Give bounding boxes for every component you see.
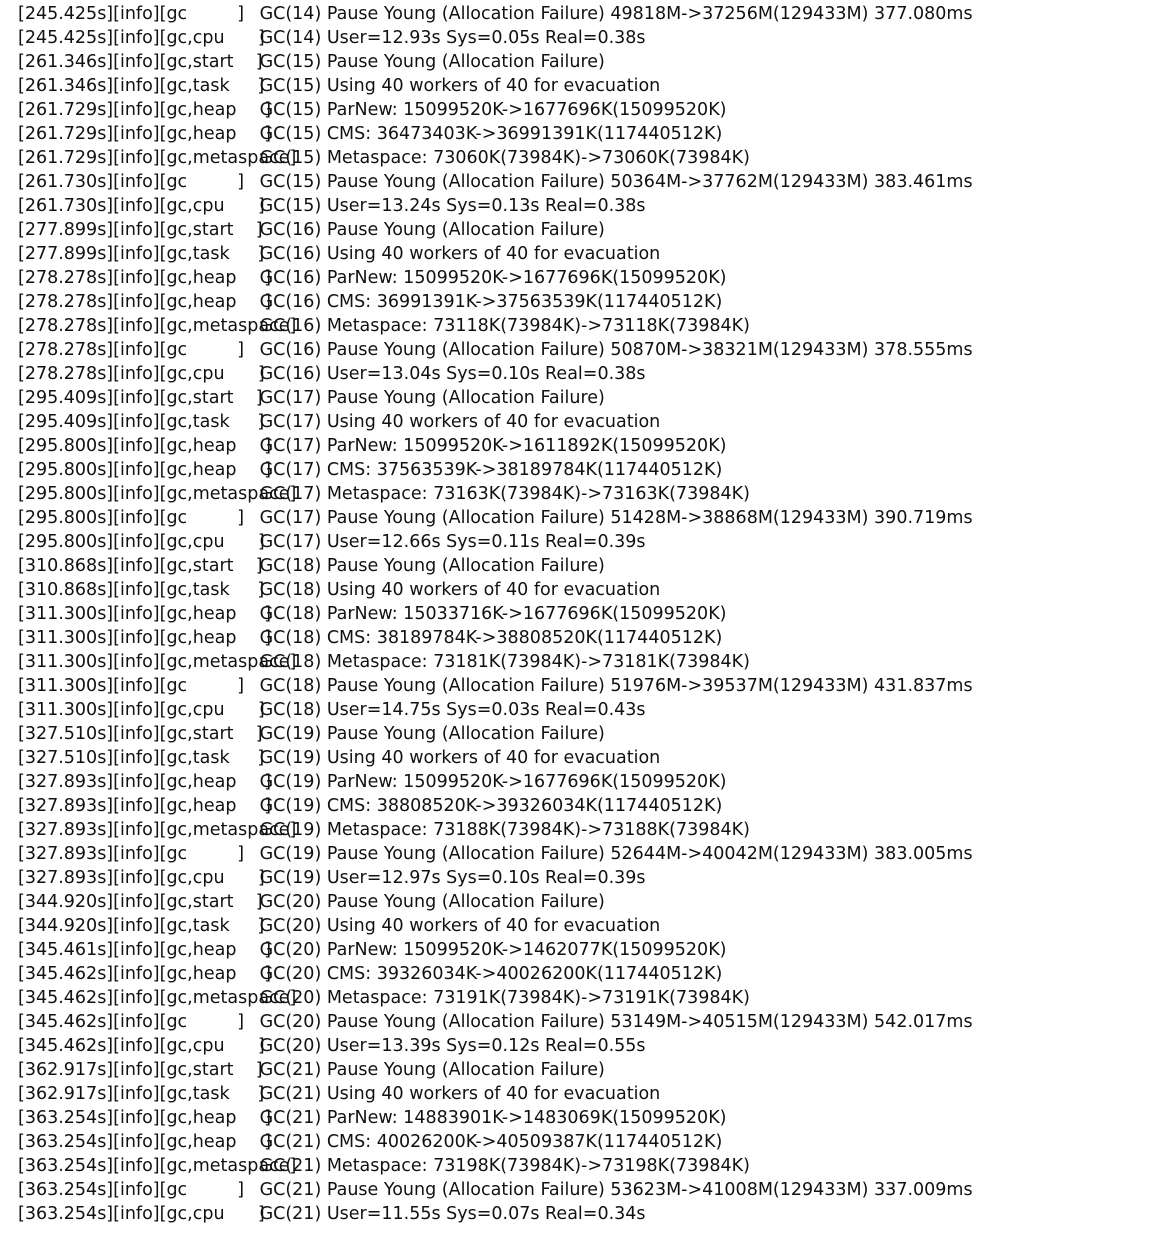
log-line-prefix: [310.868s][info][gc,start ]: [18, 556, 263, 576]
log-line: [18, 626, 1158, 650]
log-line-message: GC(17) CMS: 37563539K->38189784K(117440512K): [254, 460, 723, 480]
log-line-message: GC(21) Pause Young (Allocation Failure): [254, 1060, 605, 1080]
log-line-prefix: [245.425s][info][gc,cpu ]: [18, 28, 265, 48]
log-line: [18, 650, 1158, 674]
log-line-prefix: [311.300s][info][gc ]: [18, 676, 245, 696]
log-line: [18, 482, 1158, 506]
log-line-prefix: [363.254s][info][gc,heap ]: [18, 1132, 272, 1152]
log-line-prefix: [278.278s][info][gc,metaspace]: [18, 316, 297, 336]
log-line-message: GC(21) Pause Young (Allocation Failure) 53623M->41008M(129433M) 337.009ms: [254, 1180, 973, 1200]
log-line-prefix: [311.300s][info][gc,cpu ]: [18, 700, 265, 720]
log-line-message: GC(19) User=12.97s Sys=0.10s Real=0.39s: [254, 868, 646, 888]
log-line-message: GC(15) ParNew: 15099520K->1677696K(15099520K): [254, 100, 727, 120]
log-line: [18, 1202, 1158, 1226]
log-line-prefix: [311.300s][info][gc,metaspace]: [18, 652, 297, 672]
log-line-prefix: [295.800s][info][gc,cpu ]: [18, 532, 265, 552]
log-line-message: GC(21) ParNew: 14883901K->1483069K(15099520K): [254, 1108, 727, 1128]
log-line-prefix: [311.300s][info][gc,heap ]: [18, 628, 272, 648]
log-line-prefix: [295.800s][info][gc,heap ]: [18, 436, 272, 456]
log-line-prefix: [261.346s][info][gc,start ]: [18, 52, 263, 72]
log-line-prefix: [327.510s][info][gc,task ]: [18, 748, 265, 768]
log-line-prefix: [345.461s][info][gc,heap ]: [18, 940, 272, 960]
log-line-message: GC(16) Metaspace: 73118K(73984K)->73118K(73984K): [254, 316, 750, 336]
log-line-prefix: [277.899s][info][gc,start ]: [18, 220, 263, 240]
log-line: [18, 842, 1158, 866]
log-line-message: GC(17) User=12.66s Sys=0.11s Real=0.39s: [254, 532, 646, 552]
log-line-prefix: [295.409s][info][gc,start ]: [18, 388, 263, 408]
log-line-message: GC(19) Pause Young (Allocation Failure): [254, 724, 605, 744]
log-line-prefix: [362.917s][info][gc,start ]: [18, 1060, 263, 1080]
log-line: [18, 218, 1158, 242]
log-line: [18, 290, 1158, 314]
log-line-message: GC(20) Pause Young (Allocation Failure) 53149M->40515M(129433M) 542.017ms: [254, 1012, 973, 1032]
log-line-prefix: [261.729s][info][gc,heap ]: [18, 124, 272, 144]
log-line: [18, 914, 1158, 938]
log-line-message: GC(15) User=13.24s Sys=0.13s Real=0.38s: [254, 196, 646, 216]
log-line-message: GC(17) Metaspace: 73163K(73984K)->73163K(73984K): [254, 484, 750, 504]
log-line-message: GC(18) Pause Young (Allocation Failure) 51976M->39537M(129433M) 431.837ms: [254, 676, 973, 696]
log-line-prefix: [327.893s][info][gc,heap ]: [18, 796, 272, 816]
log-line: [18, 98, 1158, 122]
log-line-message: GC(18) Metaspace: 73181K(73984K)->73181K(73984K): [254, 652, 750, 672]
log-line-prefix: [278.278s][info][gc ]: [18, 340, 245, 360]
log-line-message: GC(15) Pause Young (Allocation Failure) 50364M->37762M(129433M) 383.461ms: [254, 172, 973, 192]
log-line-message: GC(14) User=12.93s Sys=0.05s Real=0.38s: [254, 28, 646, 48]
log-line: [18, 314, 1158, 338]
log-line-message: GC(21) CMS: 40026200K->40509387K(117440512K): [254, 1132, 723, 1152]
log-line-message: GC(18) Pause Young (Allocation Failure): [254, 556, 605, 576]
log-line-message: GC(20) Pause Young (Allocation Failure): [254, 892, 605, 912]
log-line-message: GC(16) ParNew: 15099520K->1677696K(15099520K): [254, 268, 727, 288]
log-line-message: GC(18) User=14.75s Sys=0.03s Real=0.43s: [254, 700, 646, 720]
log-line-message: GC(19) Metaspace: 73188K(73984K)->73188K(73984K): [254, 820, 750, 840]
log-line-message: GC(21) Metaspace: 73198K(73984K)->73198K(73984K): [254, 1156, 750, 1176]
log-line-prefix: [362.917s][info][gc,task ]: [18, 1084, 265, 1104]
log-line: [18, 890, 1158, 914]
log-line-prefix: [278.278s][info][gc,heap ]: [18, 292, 272, 312]
log-line: [18, 866, 1158, 890]
log-line: [18, 74, 1158, 98]
log-line: [18, 1058, 1158, 1082]
log-line-prefix: [295.800s][info][gc,heap ]: [18, 460, 272, 480]
log-line: [18, 386, 1158, 410]
log-line-message: GC(17) Pause Young (Allocation Failure) 51428M->38868M(129433M) 390.719ms: [254, 508, 973, 528]
log-line-message: GC(16) User=13.04s Sys=0.10s Real=0.38s: [254, 364, 646, 384]
log-line-message: GC(20) Metaspace: 73191K(73984K)->73191K(73984K): [254, 988, 750, 1008]
log-line-prefix: [295.409s][info][gc,task ]: [18, 412, 265, 432]
log-line: [18, 818, 1158, 842]
log-line: [18, 410, 1158, 434]
log-line: [18, 578, 1158, 602]
log-line-prefix: [261.729s][info][gc,heap ]: [18, 100, 272, 120]
log-line-prefix: [327.893s][info][gc,metaspace]: [18, 820, 297, 840]
log-line-prefix: [363.254s][info][gc ]: [18, 1180, 245, 1200]
log-line-message: GC(16) CMS: 36991391K->37563539K(117440512K): [254, 292, 723, 312]
log-line-prefix: [277.899s][info][gc,task ]: [18, 244, 265, 264]
log-line-message: GC(15) CMS: 36473403K->36991391K(117440512K): [254, 124, 723, 144]
log-line-prefix: [295.800s][info][gc,metaspace]: [18, 484, 297, 504]
log-line: [18, 962, 1158, 986]
log-line-prefix: [311.300s][info][gc,heap ]: [18, 604, 272, 624]
log-line: [18, 194, 1158, 218]
log-line: [18, 530, 1158, 554]
log-line-prefix: [261.730s][info][gc,cpu ]: [18, 196, 265, 216]
gc-log-viewer: [18, 2, 1158, 1226]
log-line-message: GC(14) Pause Young (Allocation Failure) 49818M->37256M(129433M) 377.080ms: [254, 4, 973, 24]
log-line: [18, 554, 1158, 578]
log-line-prefix: [278.278s][info][gc,heap ]: [18, 268, 272, 288]
log-line: [18, 242, 1158, 266]
log-line-prefix: [245.425s][info][gc ]: [18, 4, 245, 24]
log-line: [18, 434, 1158, 458]
log-line-prefix: [261.729s][info][gc,metaspace]: [18, 148, 297, 168]
log-line-prefix: [345.462s][info][gc,heap ]: [18, 964, 272, 984]
log-line-prefix: [327.893s][info][gc ]: [18, 844, 245, 864]
log-line: [18, 338, 1158, 362]
log-line: [18, 170, 1158, 194]
log-line: [18, 146, 1158, 170]
log-line: [18, 1082, 1158, 1106]
log-line-message: GC(18) ParNew: 15033716K->1677696K(15099520K): [254, 604, 727, 624]
log-line: [18, 746, 1158, 770]
log-line-message: GC(19) ParNew: 15099520K->1677696K(15099520K): [254, 772, 727, 792]
log-line-message: GC(21) Using 40 workers of 40 for evacuation: [254, 1084, 661, 1104]
log-line-message: GC(15) Using 40 workers of 40 for evacuation: [254, 76, 661, 96]
log-line: [18, 1010, 1158, 1034]
log-line-message: GC(19) CMS: 38808520K->39326034K(117440512K): [254, 796, 723, 816]
log-line-message: GC(19) Using 40 workers of 40 for evacuation: [254, 748, 661, 768]
log-line-message: GC(16) Pause Young (Allocation Failure): [254, 220, 605, 240]
log-line: [18, 458, 1158, 482]
log-line: [18, 26, 1158, 50]
log-line: [18, 986, 1158, 1010]
log-line-prefix: [327.893s][info][gc,cpu ]: [18, 868, 265, 888]
log-line: [18, 770, 1158, 794]
log-line: [18, 362, 1158, 386]
log-line: [18, 698, 1158, 722]
log-line-prefix: [261.346s][info][gc,task ]: [18, 76, 265, 96]
log-line-message: GC(15) Pause Young (Allocation Failure): [254, 52, 605, 72]
log-line-prefix: [327.510s][info][gc,start ]: [18, 724, 263, 744]
log-line-message: GC(20) Using 40 workers of 40 for evacuation: [254, 916, 661, 936]
log-line-prefix: [363.254s][info][gc,metaspace]: [18, 1156, 297, 1176]
log-line-prefix: [261.730s][info][gc ]: [18, 172, 245, 192]
log-line: [18, 1178, 1158, 1202]
log-line-prefix: [363.254s][info][gc,heap ]: [18, 1108, 272, 1128]
log-line-prefix: [363.254s][info][gc,cpu ]: [18, 1204, 265, 1224]
log-line-message: GC(17) Using 40 workers of 40 for evacuation: [254, 412, 661, 432]
log-line: [18, 674, 1158, 698]
log-line-message: GC(20) User=13.39s Sys=0.12s Real=0.55s: [254, 1036, 646, 1056]
log-line: [18, 2, 1158, 26]
log-line: [18, 1034, 1158, 1058]
log-line-prefix: [327.893s][info][gc,heap ]: [18, 772, 272, 792]
log-line-prefix: [295.800s][info][gc ]: [18, 508, 245, 528]
log-line-message: GC(18) CMS: 38189784K->38808520K(117440512K): [254, 628, 723, 648]
log-line-message: GC(17) Pause Young (Allocation Failure): [254, 388, 605, 408]
log-line: [18, 1130, 1158, 1154]
log-line-prefix: [344.920s][info][gc,task ]: [18, 916, 265, 936]
log-line-message: GC(20) ParNew: 15099520K->1462077K(15099520K): [254, 940, 727, 960]
log-line-message: GC(17) ParNew: 15099520K->1611892K(15099520K): [254, 436, 727, 456]
log-line-message: GC(20) CMS: 39326034K->40026200K(117440512K): [254, 964, 723, 984]
log-line-prefix: [345.462s][info][gc,metaspace]: [18, 988, 297, 1008]
log-line: [18, 266, 1158, 290]
log-line: [18, 602, 1158, 626]
log-line: [18, 794, 1158, 818]
log-line-message: GC(18) Using 40 workers of 40 for evacuation: [254, 580, 661, 600]
log-line: [18, 1106, 1158, 1130]
log-line-prefix: [310.868s][info][gc,task ]: [18, 580, 265, 600]
log-line: [18, 50, 1158, 74]
log-line: [18, 722, 1158, 746]
log-line-message: GC(21) User=11.55s Sys=0.07s Real=0.34s: [254, 1204, 646, 1224]
log-line-prefix: [345.462s][info][gc ]: [18, 1012, 245, 1032]
log-line-prefix: [278.278s][info][gc,cpu ]: [18, 364, 265, 384]
log-line: [18, 1154, 1158, 1178]
log-line: [18, 938, 1158, 962]
log-line-message: GC(16) Using 40 workers of 40 for evacuation: [254, 244, 661, 264]
log-line: [18, 506, 1158, 530]
log-line-message: GC(15) Metaspace: 73060K(73984K)->73060K(73984K): [254, 148, 750, 168]
log-line: [18, 122, 1158, 146]
log-line-prefix: [345.462s][info][gc,cpu ]: [18, 1036, 265, 1056]
log-line-message: GC(16) Pause Young (Allocation Failure) 50870M->38321M(129433M) 378.555ms: [254, 340, 973, 360]
log-line-prefix: [344.920s][info][gc,start ]: [18, 892, 263, 912]
log-line-message: GC(19) Pause Young (Allocation Failure) 52644M->40042M(129433M) 383.005ms: [254, 844, 973, 864]
